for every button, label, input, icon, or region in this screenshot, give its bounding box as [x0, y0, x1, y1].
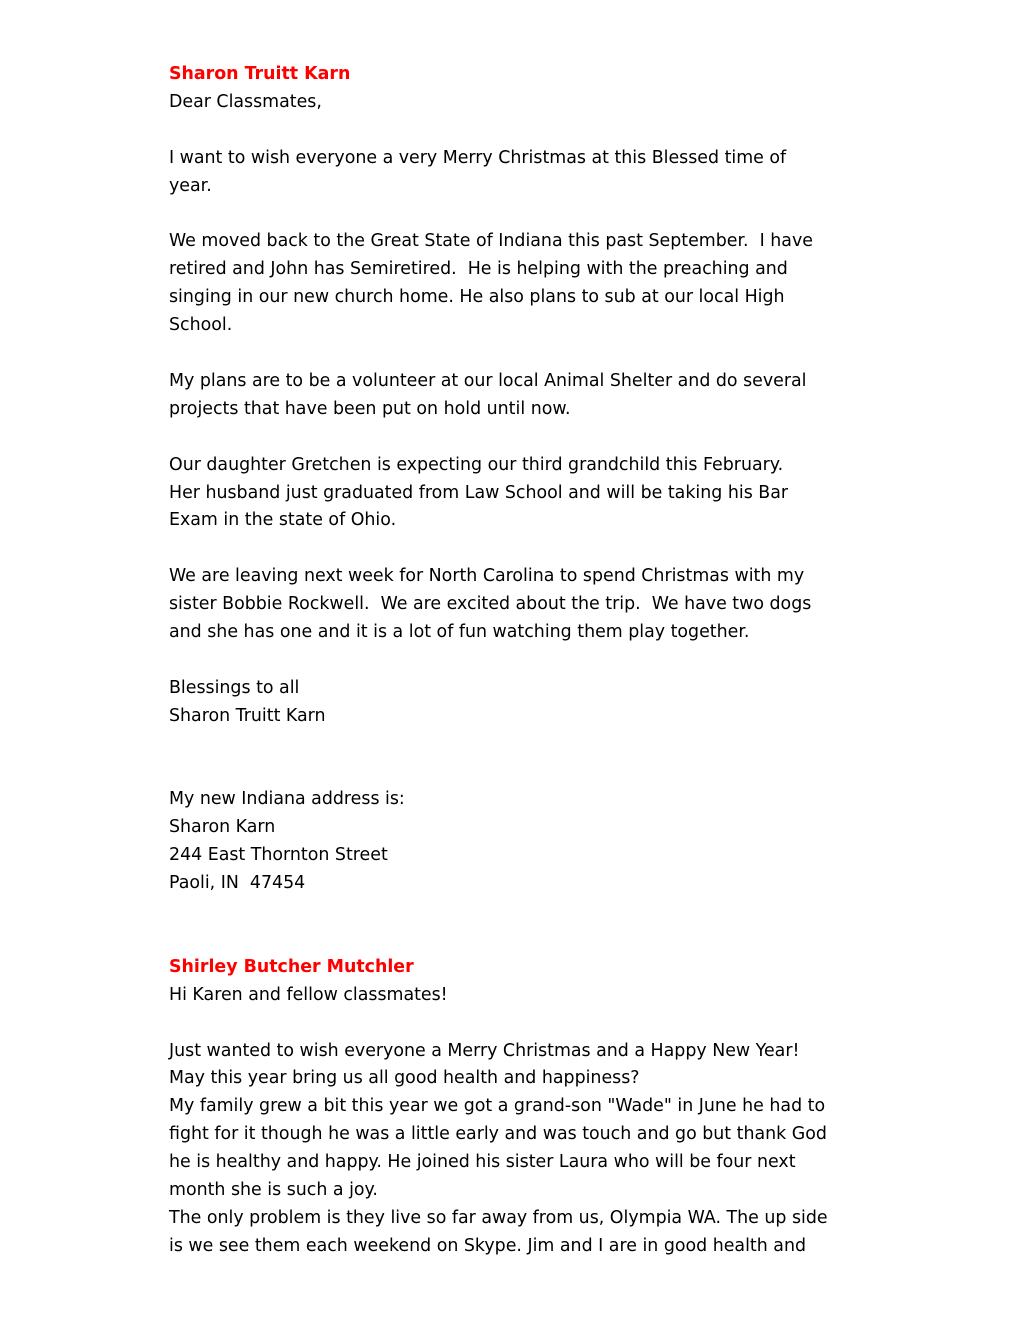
- blank-line: [169, 117, 889, 145]
- text-line: My family grew a bit this year we got a grand-son "Wade" in June he had to: [169, 1096, 826, 1117]
- blank-line: [169, 926, 889, 954]
- address-line: Paoli, IN 47454: [169, 873, 306, 894]
- text-line: Blessings to all: [169, 677, 300, 698]
- text-line: year.: [169, 175, 212, 196]
- text-line: I want to wish everyone a very Merry Christmas at this Blessed time of: [169, 147, 787, 168]
- text-line: and she has one and it is a lot of fun watching them play together.: [169, 622, 750, 643]
- entry-shirley-butcher-mutchler: [169, 954, 889, 1261]
- text-line: Just wanted to wish everyone a Merry Christmas and a Happy New Year!: [169, 1040, 800, 1061]
- entry-heading: Sharon Truitt Karn: [169, 64, 351, 84]
- text-line: Hi Karen and fellow classmates!: [169, 984, 448, 1005]
- text-line: sister Bobbie Rockwell. We are excited about the trip. We have two dogs: [169, 594, 812, 615]
- text-line: Her husband just graduated from Law School and will be taking his Bar: [169, 482, 789, 503]
- text-line: he is healthy and happy. He joined his sister Laura who will be four next: [169, 1152, 796, 1173]
- blank-line: [169, 535, 889, 563]
- text-line: The only problem is they live so far away from us, Olympia WA. The up side: [169, 1207, 828, 1228]
- blank-line: [169, 647, 889, 675]
- text-line: My plans are to be a volunteer at our local Animal Shelter and do several: [169, 370, 807, 391]
- text-line: is we see them each weekend on Skype. Jim and I are in good health and: [169, 1235, 807, 1256]
- text-line: projects that have been put on hold until now.: [169, 398, 571, 419]
- text-line: School.: [169, 315, 233, 336]
- blank-line: [169, 424, 889, 452]
- text-line: Our daughter Gretchen is expecting our third grandchild this February.: [169, 454, 784, 475]
- text-line: Exam in the state of Ohio.: [169, 510, 397, 531]
- text-line: singing in our new church home. He also plans to sub at our local High: [169, 287, 785, 308]
- text-line: fight for it though he was a little early and was touch and go but thank God: [169, 1124, 827, 1145]
- blank-line: [169, 731, 889, 759]
- blank-line: [169, 201, 889, 229]
- text-line: My new Indiana address is:: [169, 789, 405, 810]
- signature-line: Sharon Truitt Karn: [169, 705, 326, 726]
- blank-line: [169, 898, 889, 926]
- entry-heading: Shirley Butcher Mutchler: [169, 956, 414, 977]
- text-line: Dear Classmates,: [169, 91, 322, 112]
- blank-line: [169, 1010, 889, 1038]
- text-line: retired and John has Semiretired. He is helping with the preaching and: [169, 259, 788, 280]
- address-line: Sharon Karn: [169, 817, 276, 838]
- text-line: month she is such a joy.: [169, 1180, 378, 1201]
- blank-line: [169, 759, 889, 787]
- text-line: We are leaving next week for North Carolina to spend Christmas with my: [169, 566, 805, 587]
- text-line: We moved back to the Great State of Indiana this past September. I have: [169, 231, 813, 252]
- text-line: May this year bring us all good health and happiness?: [169, 1068, 640, 1089]
- letter-content: [169, 61, 889, 1261]
- entry-sharon-truitt-karn: [169, 61, 889, 954]
- address-line: 244 East Thornton Street: [169, 845, 388, 866]
- blank-line: [169, 340, 889, 368]
